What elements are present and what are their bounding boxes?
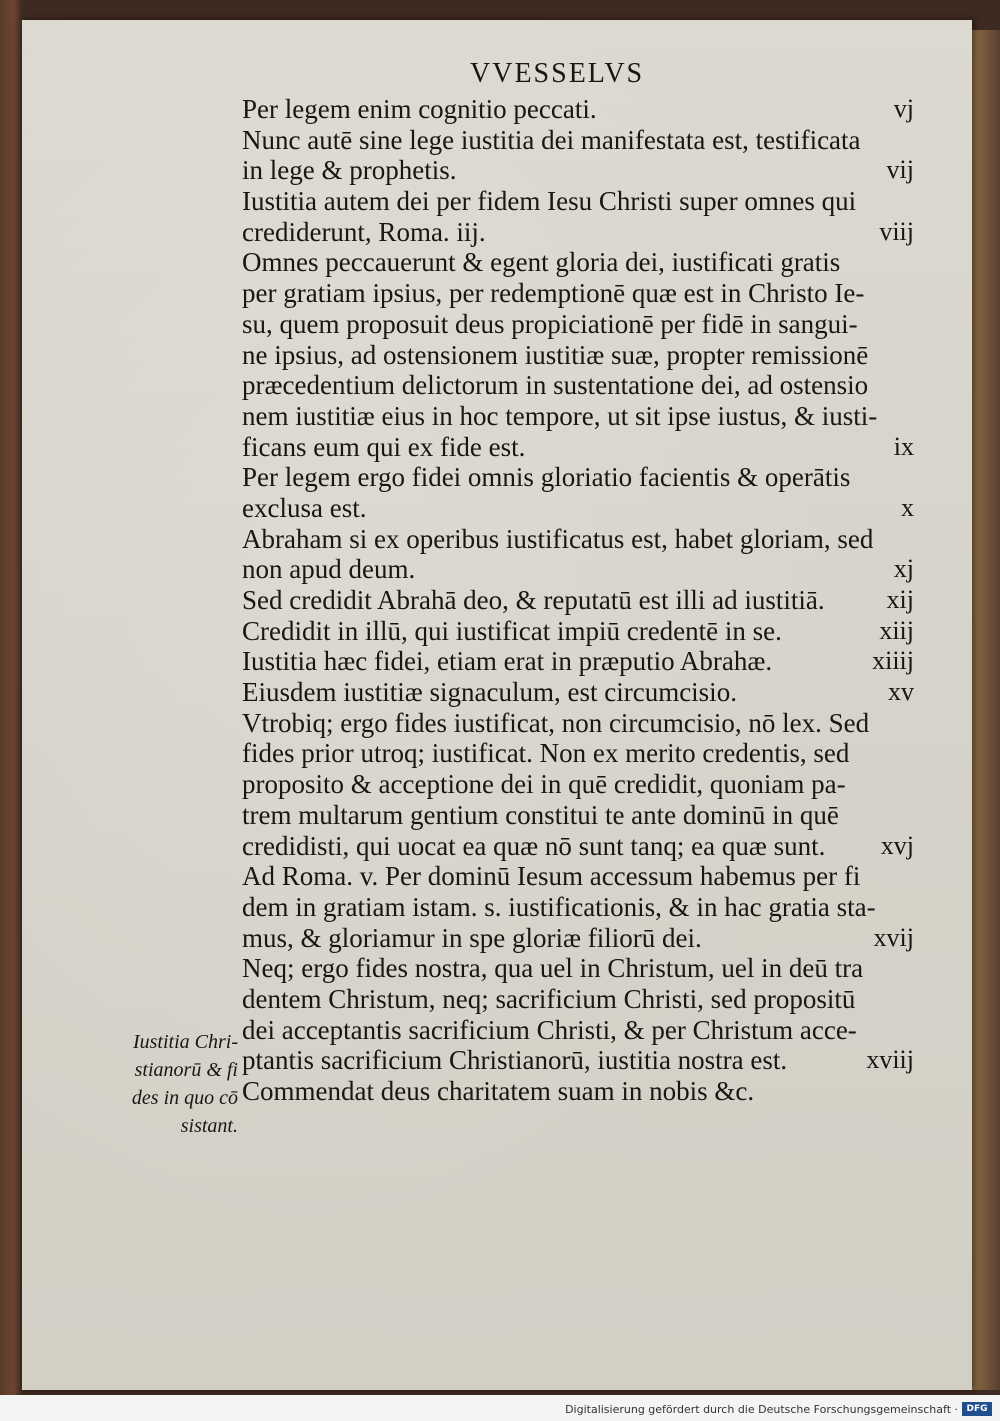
line-text: Per legem enim cognitio peccati.: [242, 94, 597, 124]
verse-number: xij: [886, 585, 914, 614]
line-text: Per legem ergo fidei omnis gloriatio facientis & operātis: [242, 462, 851, 493]
line-text: Nunc autē sine lege iustitia dei manifestata est, testificata: [242, 124, 861, 155]
text-line: [242, 769, 914, 800]
text-line: [242, 1015, 914, 1046]
text-line: [242, 708, 914, 739]
line-text: ficans eum qui ex fide est.: [242, 431, 526, 462]
text-line: [242, 738, 914, 769]
text-line: [242, 524, 914, 555]
line-text: exclusa est.: [242, 492, 367, 523]
line-text: trem multarum gentium constitui te ante dominū in quē: [242, 799, 839, 830]
dfg-logo: DFG: [962, 1402, 992, 1416]
line-text: su, quem proposuit deus propiciationē per fidē in sangui-: [242, 308, 858, 339]
text-line: [242, 923, 914, 954]
verse-number: xj: [893, 554, 914, 584]
text-line: [242, 309, 914, 340]
text-line: [242, 493, 914, 524]
text-line: [242, 247, 914, 278]
margin-note: [108, 1028, 238, 1140]
text-line: [242, 831, 914, 862]
line-text: mus, & gloriamur in spe gloriæ filiorū dei.: [242, 922, 702, 953]
line-text: nem iustitiæ eius in hoc tempore, ut sit ipse iustus, & iusti-: [242, 400, 878, 431]
text-line: [242, 585, 914, 616]
line-text: Iustitia autem dei per fidem Iesu Christi super omnes qui: [242, 186, 857, 217]
margin-note-line: stianorū & fi: [134, 1059, 238, 1081]
text-line: [242, 432, 914, 463]
line-text: Ad Roma. v. Per dominū Iesum accessum habemus per fi: [242, 861, 861, 892]
line-text: dem in gratiam istam. s. iustificationis, & in hac gratia sta-: [242, 891, 876, 922]
text-line: [242, 370, 914, 401]
verse-number: vij: [886, 155, 914, 185]
text-line: [242, 1076, 914, 1107]
line-text: Iustitia hæc fidei, etiam erat in præputio Abrahæ.: [242, 646, 773, 677]
line-text: Omnes peccauerunt & egent gloria dei, iustificati gratis: [242, 247, 841, 278]
line-text: Credidit in illū, qui iustificat impiū credentē in se.: [242, 615, 782, 646]
line-text: præcedentium delictorum in sustentatione dei, ad ostensio: [242, 370, 869, 401]
text-line: [242, 677, 914, 708]
verse-number: xviij: [866, 1045, 914, 1075]
line-text: Commendat deus charitatem suam in nobis &c.: [242, 1076, 755, 1106]
line-text: proposito & acceptione dei in quē credidit, quoniam pa-: [242, 769, 846, 800]
text-line: [242, 1045, 914, 1076]
text-line: [242, 217, 914, 248]
line-text: Sed credidit Abrahā deo, & reputatū est illi ad iustitiā.: [242, 585, 825, 615]
line-text: Abraham si ex operibus iustificatus est, habet gloriam, sed: [242, 523, 874, 554]
text-line: [242, 646, 914, 677]
text-line: [242, 953, 914, 984]
verse-number: vj: [893, 94, 914, 123]
line-text: dei acceptantis sacrificium Christi, & per Christum acce-: [242, 1014, 857, 1045]
text-line: [242, 278, 914, 309]
text-line: [242, 861, 914, 892]
line-text: Neq; ergo fides nostra, qua uel in Christum, uel in deū tra: [242, 953, 864, 984]
text-block: [242, 94, 914, 1107]
line-text: ptantis sacrificium Christianorū, iustitia nostra est.: [242, 1045, 788, 1076]
margin-note-line: Iustitia Chri-: [132, 1031, 238, 1053]
line-text: Eiusdem iustitiæ signaculum, est circumcisio.: [242, 677, 737, 708]
verse-number: viij: [879, 216, 914, 246]
line-text: credidisti, qui uocat ea quæ nō sunt tanq; ea quæ sunt.: [242, 830, 826, 861]
text-line: [242, 462, 914, 493]
verse-number: xiiij: [872, 646, 914, 676]
text-line: [242, 186, 914, 217]
line-text: crediderunt, Roma. iij.: [242, 216, 486, 247]
verse-number: xvj: [880, 830, 914, 860]
line-text: non apud deum.: [242, 554, 416, 585]
verse-number: x: [901, 492, 914, 522]
line-text: in lege & prophetis.: [242, 155, 457, 186]
verse-number: ix: [893, 431, 914, 461]
line-text: per gratiam ipsius, per redemptionē quæ est in Christo Ie-: [242, 278, 865, 309]
text-line: [242, 401, 914, 432]
text-line: [242, 984, 914, 1015]
text-line: [242, 94, 914, 125]
margin-note-line: sistant.: [180, 1115, 238, 1137]
verse-number: xv: [888, 677, 914, 707]
text-line: [242, 155, 914, 186]
line-text: Vtrobiq; ergo fides iustificat, non circumcisio, nō lex. Sed: [242, 707, 870, 738]
verse-number: xiij: [879, 615, 914, 645]
text-line: [242, 616, 914, 647]
footer-credit: Digitalisierung gefördert durch die Deutsche Forschungsgemeinschaft ·: [565, 1403, 958, 1416]
text-line: [242, 892, 914, 923]
text-line: [242, 554, 914, 585]
text-line: [242, 125, 914, 156]
line-text: dentem Christum, neq; sacrificium Christi, sed propositū: [242, 983, 856, 1014]
running-title: VVESSELVS: [470, 58, 645, 89]
line-text: ne ipsius, ad ostensionem iustitiæ suæ, propter remissionē: [242, 339, 869, 370]
text-line: [242, 800, 914, 831]
text-line: [242, 340, 914, 371]
verse-number: xvij: [873, 922, 914, 952]
margin-note-line: des in quo cō: [131, 1087, 238, 1109]
line-text: fides prior utroq; iustificat. Non ex merito credentis, sed: [242, 738, 850, 769]
